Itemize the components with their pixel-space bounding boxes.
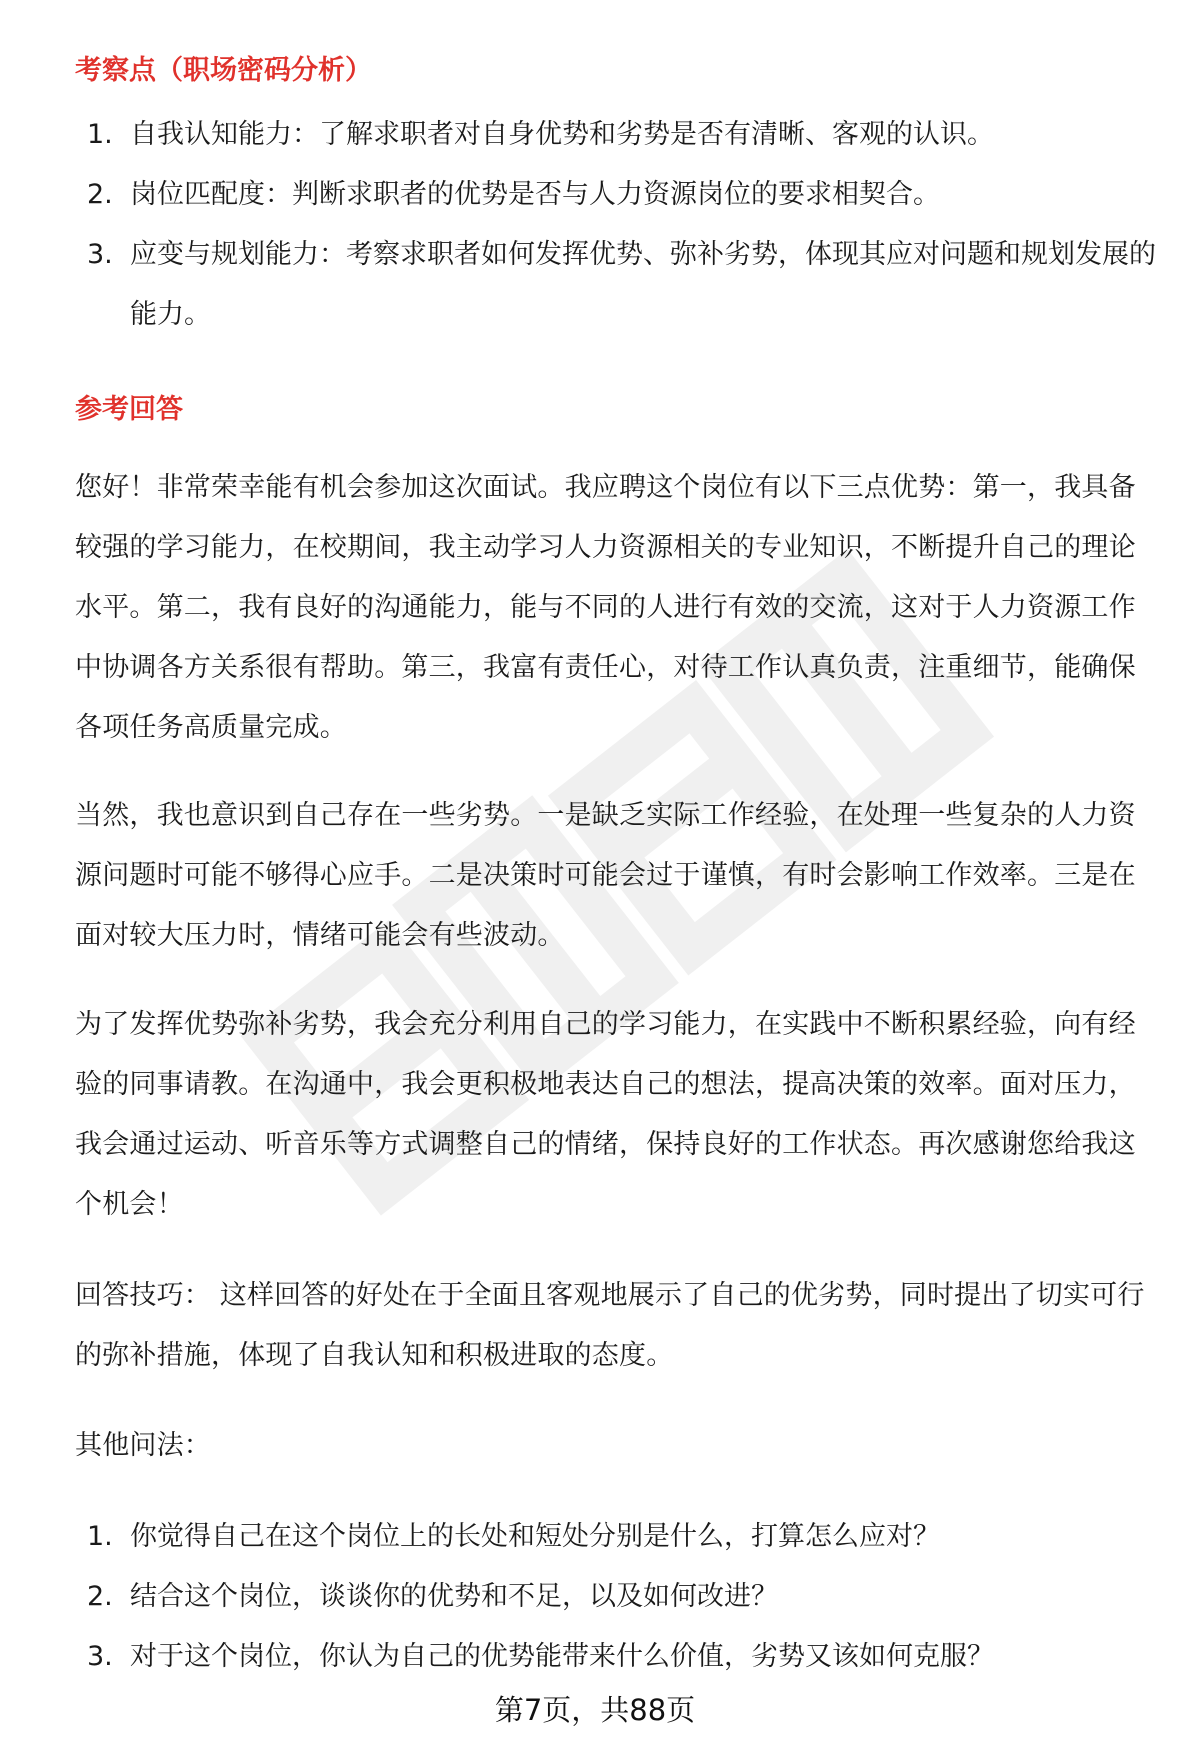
answer-paragraph-weaknesses: 当然，我也意识到自己存在一些劣势。一是缺乏实际工作经验，在处理一些复杂的人力资源问题时可能不够得心应手。二是决策时可能会过于谨慎，有时会影响工作效率。三是在面对较大压力时，情绪可能会有些波动。 [75,800,1136,951]
list-item [75,225,1160,345]
other-list [75,1507,1160,1687]
focus-heading: 考察点（职场密码分析） [75,55,372,86]
focus-list [75,105,1160,345]
other-heading: 其他问法： [75,1430,211,1461]
answer-tip: 回答技巧： 这样回答的好处在于全面且客观地展示了自己的优劣势，同时提出了切实可行的弥补措施，体现了自我认知和积极进取的态度。 [75,1280,1145,1371]
list-text: 你觉得自己在这个岗位上的长处和短处分别是什么，打算怎么应对？ [130,1521,940,1552]
list-number: 3. [87,239,113,270]
answer-paragraph-strengths: 您好！非常荣幸能有机会参加这次面试。我应聘这个岗位有以下三点优势：第一，我具备较强的学习能力，在校期间，我主动学习人力资源相关的专业知识，不断提升自己的理论水平。第二，我有良好的沟通能力，能与不同的人进行有效的交流，这对于人力资源工作中协调各方关系很有帮助。第三，我富有责任心，对待工作认真负责，注重细节，能确保各项任务高质量完成。 [75,472,1136,743]
list-item [75,105,1160,165]
list-item [75,1627,1160,1687]
list-text: 岗位匹配度：判断求职者的优势是否与人力资源岗位的要求相契合。 [130,179,940,210]
answer-paragraph-improvement: 为了发挥优势弥补劣势，我会充分利用自己的学习能力，在实践中不断积累经验，向有经验的同事请教。在沟通中，我会更积极地表达自己的想法，提高决策的效率。面对压力，我会通过运动、听音乐等方式调整自己的情绪，保持良好的工作状态。再次感谢您给我这个机会！ [75,1009,1136,1220]
list-text: 结合这个岗位，谈谈你的优势和不足，以及如何改进？ [130,1581,778,1612]
list-text: 应变与规划能力：考察求职者如何发挥优势、弥补劣势，体现其应对问题和规划发展的能力。 [130,239,1156,330]
list-number: 2. [87,179,113,210]
list-number: 1. [87,1521,113,1552]
list-number: 1. [87,119,113,150]
page-number: 第7页，共88页 [494,1693,696,1727]
list-number: 2. [87,1581,113,1612]
list-text: 对于这个岗位，你认为自己的优势能带来什么价值，劣势又该如何克服？ [130,1641,994,1672]
list-item [75,1567,1160,1627]
answer-heading: 参考回答 [75,394,183,425]
list-item [75,1507,1160,1567]
list-item [75,165,1160,225]
list-text: 自我认知能力：了解求职者对自身优势和劣势是否有清晰、客观的认识。 [130,119,994,150]
list-number: 3. [87,1641,113,1672]
